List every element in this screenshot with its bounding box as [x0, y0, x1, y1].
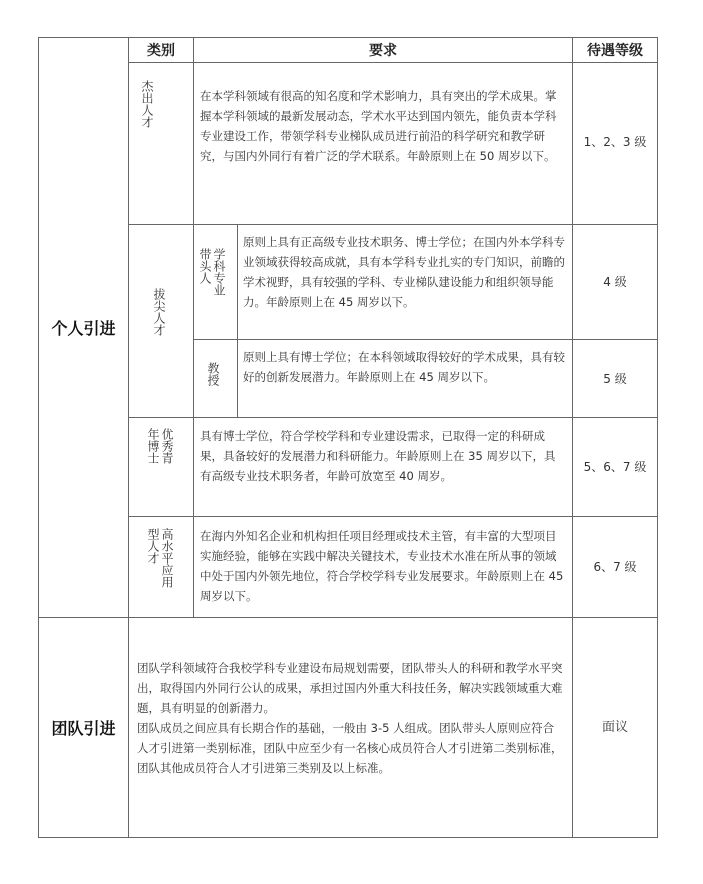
individual-label: 个人引进	[51, 319, 116, 338]
requirement-outstanding: 在本学科领域有很高的知名度和学术影响力，具有突出的学术成果。掌握本学科领域的最新发展动态，学术水平达到国内领先，能负责本学科专业建设工作，带领学科专业梯队成员进行前沿的科学研究和教学研究，与国内外同行有着广泛的学术联系。年龄原则上在 50 周岁以下。	[200, 89, 557, 163]
team-label: 团队引进	[51, 719, 116, 738]
requirement-leader: 原则上具有正高级专业技术职务、博士学位；在国内外本学科专业领域获得较高成就，具有本学科专业扎实的专门知识，前瞻的学术视野，具有较强的学科、专业梯队建设能力和组织领导能力。年龄原则上在 45 周岁以下。	[243, 235, 565, 309]
level-applied: 6、7 级	[593, 560, 637, 574]
category-youth	[146, 428, 180, 488]
row-sep-top	[128, 417, 658, 418]
requirement-applied: 在海内外知名企业和机构担任项目经理或技术主管，有丰富的大型项目实施经验，能够在实践中解决关键技术，专业技术水准在所从事的领域中处于国内外领先地位，符合学校学科专业发展要求。年龄原则上在 45 周岁以下。	[200, 529, 564, 603]
team-paragraph-1: 团队学科领域符合我校学科专业建设布局规划需要，团队带头人的科研和教学水平突出，取得国内外同行公认的成果，承担过国内外重大科技任务，解决实践领域重大难题，具有明显的创新潜力。	[137, 661, 563, 715]
border-right	[657, 37, 658, 838]
team-paragraph-2: 团队成员之间应具有长期合作的基础，一般由 3-5 人组成。团队带头人原则应符合人才引进第一类别标准，团队中应至少有一名核心成员符合人才引进第二类别标准，团队其他成员符合人才引进第三类别及以上标准。	[137, 721, 563, 775]
requirement-youth: 具有博士学位，符合学校学科和专业建设需求，已取得一定的科研成果，具备较好的发展潜力和科研能力。年龄原则上在 35 周岁以下，具有高级专业技术职务者，年龄可放宽至 40 周岁。	[200, 429, 556, 483]
subcategory-leader	[198, 248, 232, 318]
requirement-team	[137, 658, 565, 778]
col-sep-label	[128, 37, 129, 838]
category-top	[152, 288, 172, 358]
row-sep-team	[38, 617, 658, 618]
header-category: 类别	[147, 43, 175, 59]
category-applied-text: 高水平应用型人才	[146, 528, 174, 588]
category-youth-text: 优秀青年博士	[146, 428, 174, 464]
subcategory-leader-text: 学科专业带头人	[198, 248, 226, 296]
level-leader: 4 级	[603, 275, 627, 289]
level-professor: 5 级	[603, 371, 627, 386]
col-sep-category	[193, 37, 194, 617]
row-sep-header	[128, 62, 658, 63]
header-level: 待遇等级	[587, 43, 643, 59]
border-bottom	[38, 837, 658, 838]
col-sep-subcategory	[237, 225, 238, 417]
level-youth: 5、6、7 级	[583, 460, 647, 474]
header-requirement: 要求	[369, 43, 397, 59]
level-outstanding: 1、2、3 级	[583, 135, 647, 149]
subcategory-professor-text: 教授	[206, 362, 220, 386]
subcategory-professor	[206, 362, 226, 402]
category-applied	[146, 528, 180, 604]
level-team: 面议	[601, 719, 628, 735]
requirement-professor: 原则上具有博士学位；在本科领域取得较好的学术成果，具有较好的创新发展潜力。年龄原则上在 45 周岁以下。	[243, 350, 565, 384]
category-top-text: 拔尖人才	[152, 288, 166, 336]
category-outstanding	[140, 80, 160, 160]
category-outstanding-text: 杰出人才	[140, 80, 154, 128]
